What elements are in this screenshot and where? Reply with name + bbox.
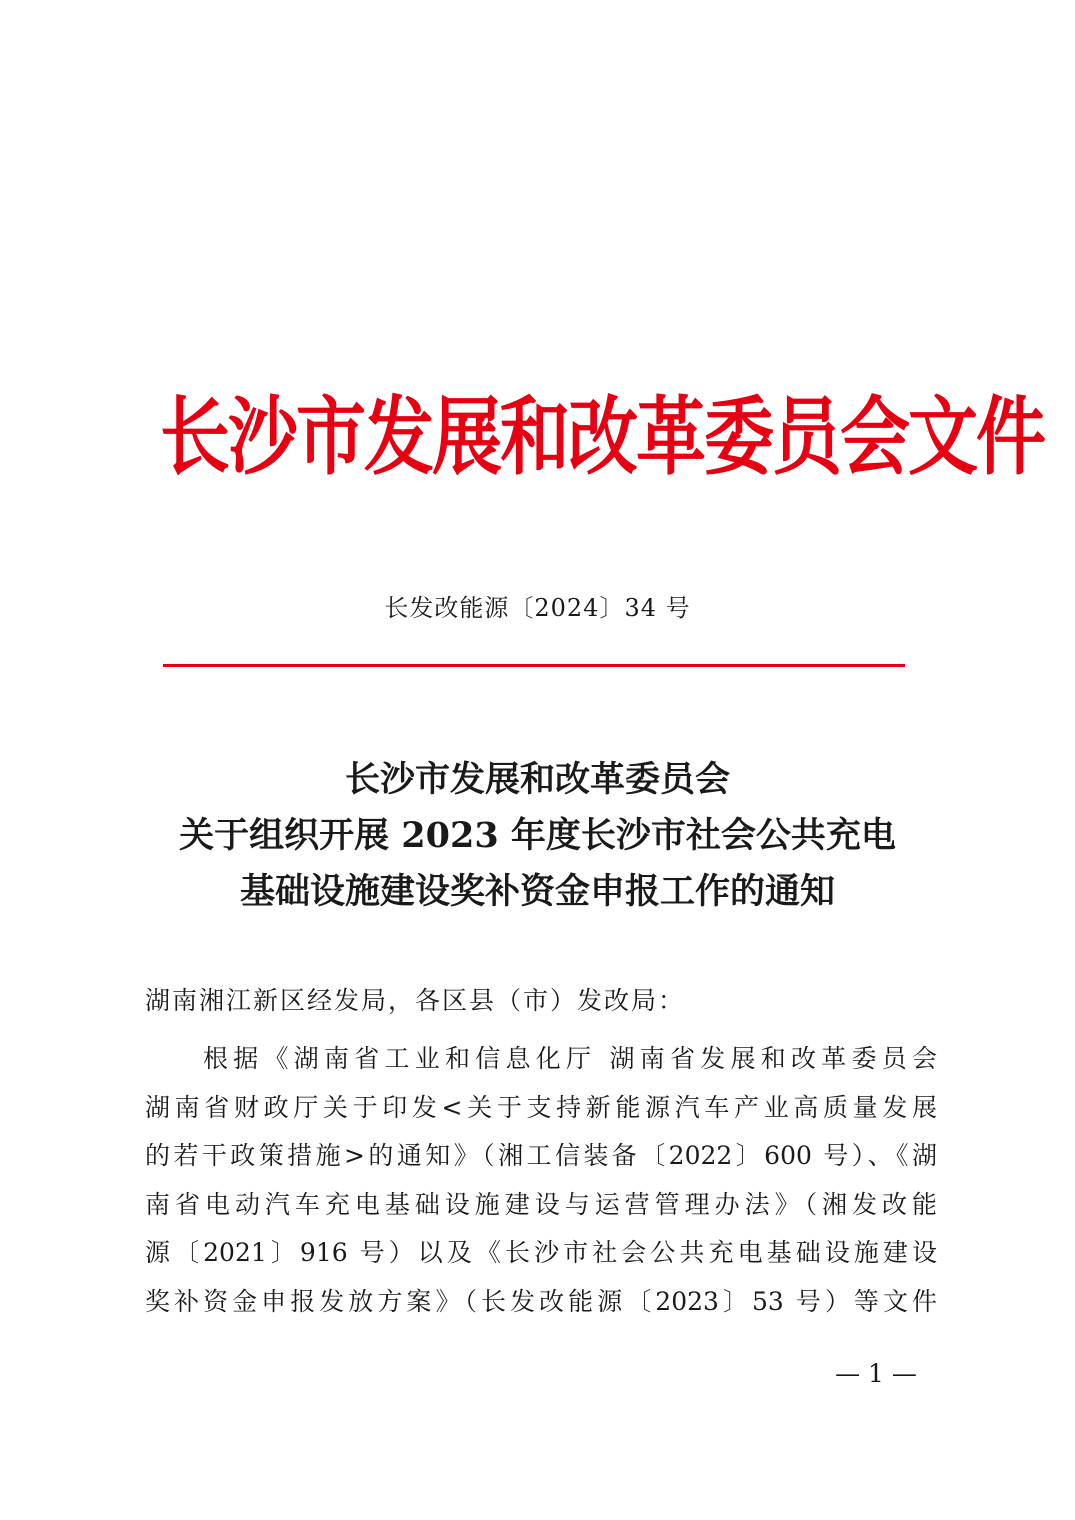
body-line-6: 奖补资金申报发放方案》（长发改能源〔2023〕53 号）等文件	[145, 1286, 937, 1316]
title-line-3: 基础设施建设奖补资金申报工作的通知	[239, 871, 835, 912]
body-line-3: 的若干政策措施>的通知》（湘工信装备〔2022〕600 号）、《湖	[145, 1141, 937, 1170]
body-line-1: 根据《湖南省工业和信息化厅 湖南省发展和改革委员会	[203, 1044, 937, 1073]
red-divider-line	[163, 664, 905, 667]
body-line-4: 南省电动汽车充电基础设施建设与运营管理办法》（湘发改能	[145, 1189, 937, 1219]
title-line-2: 关于组织开展 2023 年度长沙市社会公共充电	[179, 815, 896, 856]
title-line-1: 长沙市发展和改革委员会	[344, 759, 730, 800]
masthead-title: 长沙市发展和改革委员会文件	[160, 386, 1044, 488]
body-line-2: 湖南省财政厅关于印发<关于支持新能源汽车产业高质量发展	[145, 1092, 937, 1122]
addressee: 湖南湘江新区经发局，各区县（市）发改局：	[145, 986, 686, 1015]
document-title	[0, 752, 1075, 920]
body-paragraph	[145, 1035, 937, 1326]
page-number: — 1 —	[835, 1359, 917, 1388]
document-number: 长发改能源〔2024〕34 号	[384, 594, 691, 622]
body-line-5: 源〔2021〕916 号）以及《长沙市社会公共充电基础设施建设	[145, 1238, 937, 1267]
